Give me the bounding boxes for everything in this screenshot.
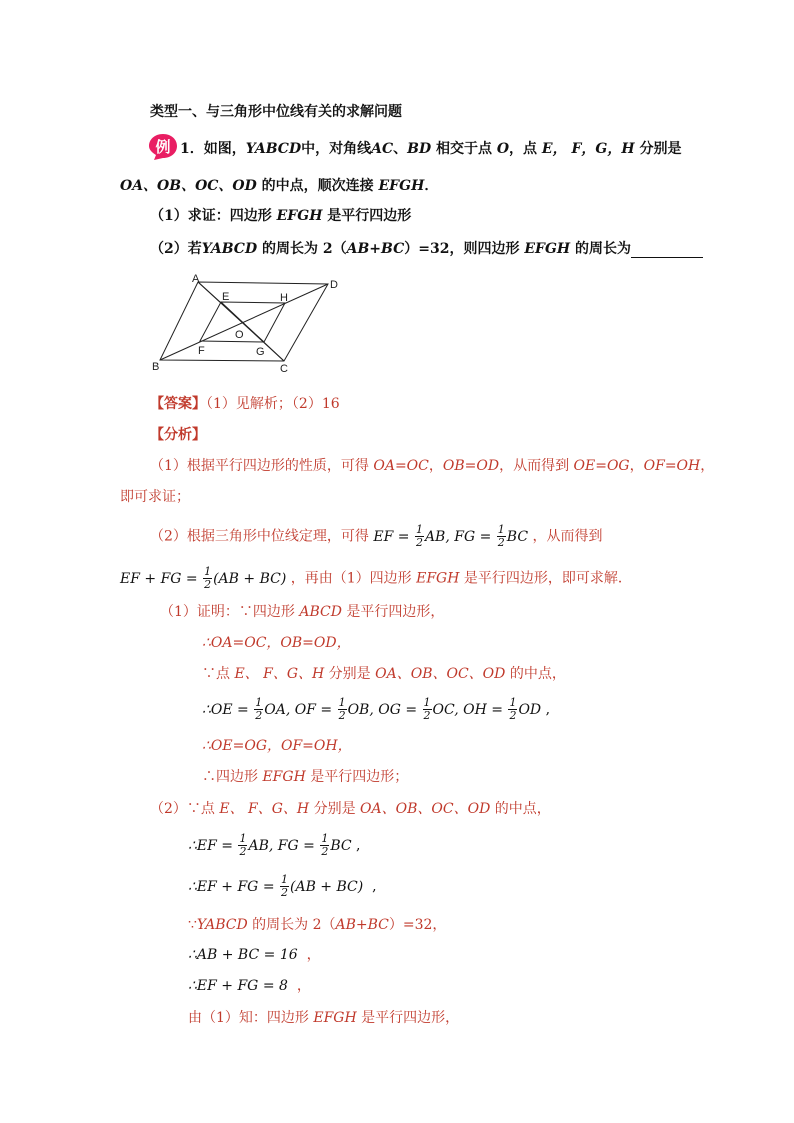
diagonal-bd <box>160 284 328 360</box>
formula-sum-2: ∴EF + FG = $\frac{1}{2}$ (AB + BC) <box>188 873 364 899</box>
analysis-p1: （1）根据平行四边形的性质，可得 OA=OC，OB=OD，从而得到 OE=OG，OF=OH， <box>150 458 715 474</box>
label-e: E <box>222 291 230 303</box>
label-g: G <box>256 346 265 358</box>
label-f: F <box>198 345 205 357</box>
analysis-p2: （2）根据三角形中位线定理，可得 EF = $\frac{1}{2}$ AB, FG = $\frac{1}{2}$ BC ，从而得到 <box>150 523 603 549</box>
solution1-line6: ∴四边形 EFGH 是平行四边形； <box>202 769 409 785</box>
solution1-line3: ∵点 E、 F、G、H 分别是 OA、OB、OC、OD 的中点， <box>202 666 566 682</box>
question-1: （1）求证：四边形 EFGH 是平行四边形 <box>150 208 412 224</box>
analysis-p1-line2: 即可求证； <box>120 489 190 505</box>
problem-line-2: OA、OB、OC、OD 的中点，顺次连接 EFGH． <box>120 178 439 194</box>
solution2-line6: ∴EF + FG = 8 ， <box>188 978 311 994</box>
solution2-line7: 由（1）知：四边形 EFGH 是平行四边形， <box>188 1010 460 1026</box>
parallelogram-figure <box>150 272 350 377</box>
solution1-line5: ∴OE=OG，OF=OH， <box>202 738 352 754</box>
solution1-line4: ∴OE = $\frac{1}{2}$ OA, OF = $\frac{1}{2}$ OB, OG = $\frac{1}{2}$ OC, OH = $\frac{1}{2}$ OD , <box>202 696 551 722</box>
section-heading: 类型一、与三角形中位线有关的求解问题 <box>150 104 402 120</box>
formula-sum: EF + FG = $\frac{1}{2}$ (AB + BC) <box>120 565 287 591</box>
label-c: C <box>280 363 288 375</box>
question-2: （2）若YABCD 的周长为 2（AB+BC）=32，则四边形 EFGH 的周长为 <box>150 240 703 258</box>
formula-ef-fg: EF = $\frac{1}{2}$ AB, FG = $\frac{1}{2}$ BC <box>373 523 529 549</box>
solution2-line4: ∵YABCD 的周长为 2（AB+BC）=32， <box>188 917 447 933</box>
example-badge <box>148 133 178 161</box>
label-d: D <box>330 279 338 291</box>
solution1-line1: （1）证明：∵四边形 ABCD 是平行四边形， <box>160 604 445 620</box>
answer-blank <box>631 243 703 258</box>
solution1-line2: ∴OA=OC，OB=OD， <box>202 635 351 651</box>
solution2-line3: ∴EF + FG = $\frac{1}{2}$ (AB + BC) , <box>188 873 377 899</box>
formula-ef-fg-2: ∴EF = $\frac{1}{2}$ AB, FG = $\frac{1}{2}$ BC <box>188 832 352 858</box>
solution2-line5: ∴AB + BC = 16 ， <box>188 947 321 963</box>
analysis-tag: 【分析】 <box>150 427 206 443</box>
example-badge-label: 例 <box>155 138 171 156</box>
label-o: O <box>235 329 244 341</box>
answer-line: 【答案】（1）见解析；（2）16 <box>150 396 340 412</box>
problem-line-1: 1．如图，YABCD中，对角线AC、BD 相交于点 O，点 E， F，G，H 分别是 <box>180 141 682 157</box>
solution2-line2: ∴EF = $\frac{1}{2}$ AB, FG = $\frac{1}{2}$ BC , <box>188 832 361 858</box>
label-b: B <box>152 361 160 373</box>
label-h: H <box>280 292 288 304</box>
label-a: A <box>192 273 200 285</box>
analysis-p2-line2: EF + FG = $\frac{1}{2}$ (AB + BC) ，再由（1）四边形 EFGH 是平行四边形，即可求解． <box>120 565 632 591</box>
solution2-line1: （2）∵点 E、 F、G、H 分别是 OA、OB、OC、OD 的中点， <box>150 801 551 817</box>
formula-halves: ∴OE = $\frac{1}{2}$ OA, OF = $\frac{1}{2}$ OB, OG = $\frac{1}{2}$ OC, OH = $\frac{1}{2}$ OD <box>202 696 542 722</box>
